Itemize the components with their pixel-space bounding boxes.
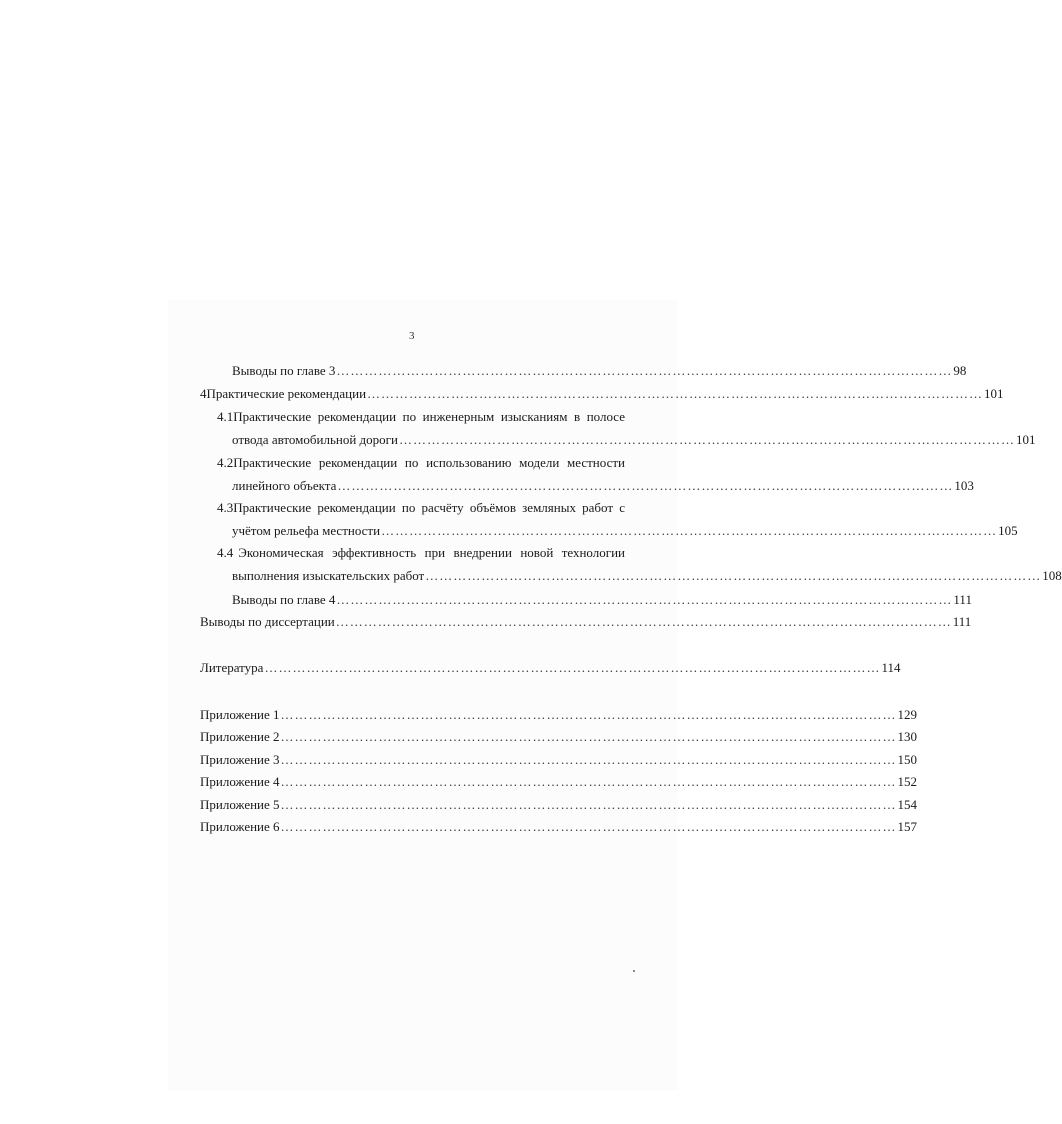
toc-leader-dots: …………………………………………………………………………………………………………………… <box>335 614 952 629</box>
toc-leader-dots: …………………………………………………………………………………………………………………… <box>336 363 953 378</box>
toc-entry-title-line: Практические рекомендации по использованию модели местности <box>233 455 625 470</box>
toc-entry-label: Приложение 5 <box>200 797 280 812</box>
toc-entry-page: 111 <box>952 614 972 629</box>
toc-entry-page: 114 <box>881 660 901 675</box>
toc-entry-page: 154 <box>897 797 918 812</box>
toc-entry-appendix-3[interactable] <box>200 752 918 768</box>
toc-leader-dots: …………………………………………………………………………………………………………………… <box>280 819 897 834</box>
toc-entry-number: 4.2 <box>217 455 234 470</box>
toc-entry-appendix-4[interactable] <box>200 774 918 790</box>
toc-entry-number: 4.4 <box>217 545 234 560</box>
toc-entry-page: 101 <box>1015 432 1036 447</box>
toc-leader-dots: …………………………………………………………………………………………………………………… <box>381 523 998 538</box>
toc-entry-title-line: Практические рекомендации по инженерным изысканиям в полосе <box>233 409 625 424</box>
toc-entry-page: 130 <box>897 729 918 744</box>
toc-entry-title-line: Практические рекомендации по расчёту объёмов земляных работ с <box>233 500 625 515</box>
toc-entry-label: Выводы по главе 3 <box>232 363 336 378</box>
toc-leader-dots: …………………………………………………………………………………………………………………… <box>280 729 897 744</box>
toc-entry-dissertation-conclusions[interactable] <box>200 614 972 630</box>
toc-entry-page: 98 <box>953 363 967 378</box>
toc-leader-dots: …………………………………………………………………………………………………………………… <box>337 478 954 493</box>
toc-entry-appendix-6[interactable] <box>200 819 918 835</box>
toc-entry-page: 152 <box>897 774 918 789</box>
toc-entry-label: Приложение 2 <box>200 729 280 744</box>
toc-entry-label: Приложение 3 <box>200 752 280 767</box>
toc-leader-dots: …………………………………………………………………………………………………………………… <box>336 592 953 607</box>
toc-entry-page: 150 <box>897 752 918 767</box>
toc-entry-appendix-2[interactable] <box>200 729 918 745</box>
toc-entry-number: 4.1 <box>217 409 234 424</box>
page-number: 3 <box>409 330 415 342</box>
toc-entry-number: 4.3 <box>217 500 234 515</box>
toc-entry-label: учётом рельефа местности <box>232 523 381 538</box>
toc-leader-dots: …………………………………………………………………………………………………………………… <box>280 797 897 812</box>
toc-entry-page: 101 <box>984 386 1004 401</box>
toc-entry-label: Приложение 1 <box>200 707 280 722</box>
toc-entry-label: Приложение 6 <box>200 819 280 834</box>
toc-entry-literature[interactable] <box>200 660 901 676</box>
toc-leader-dots: …………………………………………………………………………………………………………………… <box>280 774 897 789</box>
scan-speck <box>633 970 635 972</box>
toc-entry-conclusions-ch3[interactable] <box>232 363 967 379</box>
toc-entry-page: 103 <box>954 478 974 493</box>
toc-leader-dots: …………………………………………………………………………………………………………………… <box>425 568 1042 583</box>
toc-leader-dots: …………………………………………………………………………………………………………………… <box>280 752 897 767</box>
toc-entry-label: линейного объекта <box>232 478 337 493</box>
toc-entry-section-4-2[interactable] <box>217 455 974 494</box>
toc-entry-label: выполнения изыскательских работ <box>232 568 425 583</box>
toc-entry-page: 157 <box>897 819 918 834</box>
toc-entry-label: Выводы по диссертации <box>200 614 335 629</box>
toc-entry-title-line: Экономическая эффективность при внедрении новой технологии <box>238 545 625 560</box>
toc-leader-dots: …………………………………………………………………………………………………………………… <box>264 660 881 675</box>
toc-entry-section-4-3[interactable] <box>217 500 1018 539</box>
toc-entry-appendix-5[interactable] <box>200 797 918 813</box>
toc-entry-label: отвода автомобильной дороги <box>232 432 398 447</box>
toc-entry-label: Литература <box>200 660 264 675</box>
toc-entry-label: Практические рекомендации <box>206 386 367 401</box>
toc-entry-label: Выводы по главе 4 <box>232 592 336 607</box>
toc-entry-appendix-1[interactable] <box>200 707 918 723</box>
toc-entry-section-4-4[interactable] <box>217 545 1062 584</box>
toc-entry-conclusions-ch4[interactable] <box>232 592 972 608</box>
toc-entry-page: 105 <box>998 523 1018 538</box>
toc-entry-chapter-4[interactable] <box>200 386 1004 402</box>
toc-leader-dots: …………………………………………………………………………………………………………………… <box>367 386 984 401</box>
toc-entry-label: Приложение 4 <box>200 774 280 789</box>
toc-entry-section-4-1[interactable] <box>217 409 1036 448</box>
toc-leader-dots: …………………………………………………………………………………………………………………… <box>280 707 897 722</box>
toc-entry-page: 129 <box>897 707 918 722</box>
toc-entry-number: 4 <box>200 386 207 401</box>
toc-leader-dots: …………………………………………………………………………………………………………………… <box>398 432 1015 447</box>
toc-entry-page: 111 <box>953 592 972 607</box>
toc-entry-page: 108 <box>1042 568 1062 583</box>
